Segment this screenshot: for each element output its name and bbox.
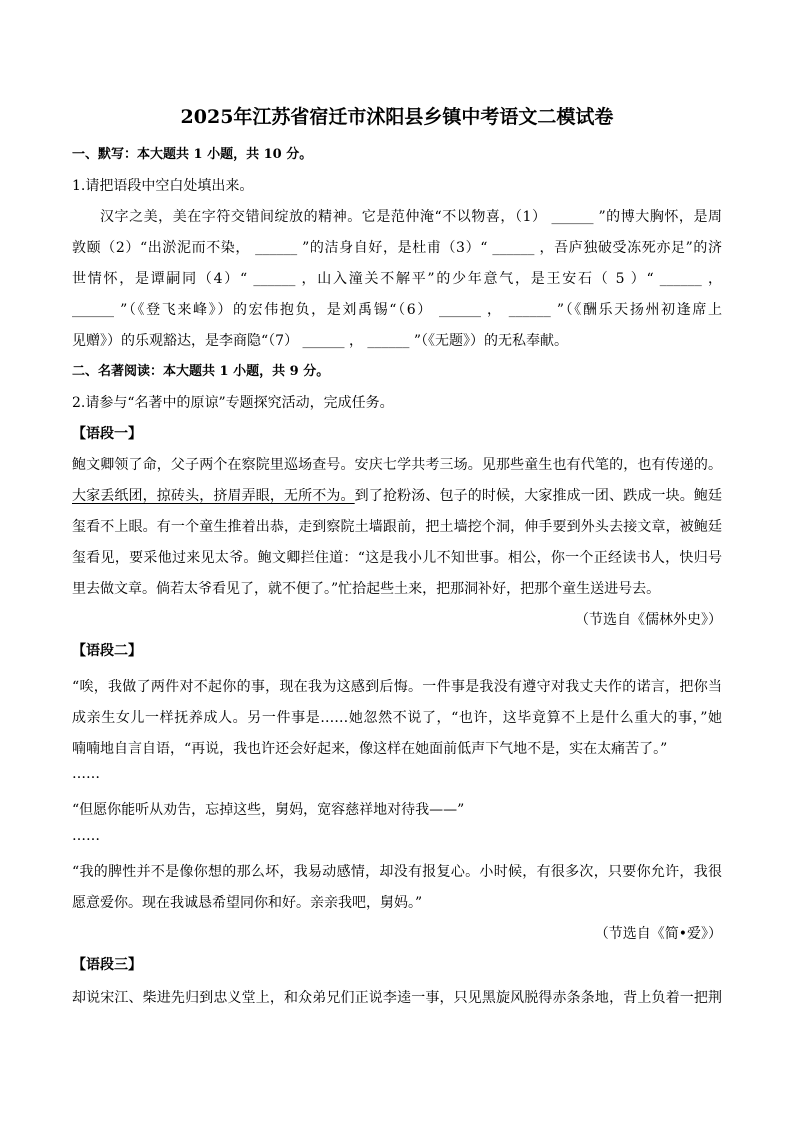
- underlined-sentence: 大家丢纸团，掠砖头，挤眉弄眼，无所不为。: [72, 488, 355, 504]
- passage-1-line-5: 里去做文章。倘若太爷看见了，就不便了。”忙拾起些土来，把那洞补好，把那个童生送进号去。: [72, 581, 661, 597]
- fill-blank-line-2: 敦颐（2）“出淤泥而不染， ______ ”的洁身自好，是杜甫（3）“ ______ ，吾庐独破受冻死亦足”的济: [72, 240, 722, 256]
- section2-header: 二、名著阅读：本大题共 1 小题，共 9 分。: [72, 364, 330, 379]
- passage-2-ellipsis-1: ……: [72, 766, 100, 782]
- passage-3-label: 【语段三】: [72, 957, 142, 973]
- passage-2-line-3: 喃喃地自言自语，“再说，我也许还会好起来，像这样在她面前低声下气地不是，实在太痛苦了。”: [72, 741, 668, 757]
- passage-2-source: （节选自《简•爱》）: [594, 926, 722, 942]
- passage-2-label: 【语段二】: [72, 643, 142, 659]
- question-2-prompt: 2.请参与“名著中的原谅”专题探究活动，完成任务。: [72, 395, 394, 411]
- fill-blank-line-3: 世情怀，是谭嗣同（4）“ ______ ，山入潼关不解平”的少年意气，是王安石（ 5 ）“ ______ ，: [72, 271, 722, 287]
- passage-2-line-2: 成亲生女儿一样抚养成人。另一件事是……她忽然不说了，“也许，这毕竟算不上是什么重大的事，”她: [72, 710, 722, 726]
- passage-2-line-1: “唉，我做了两件对不起你的事，现在我为这感到后悔。一件事是我没有遵守对我丈夫作的诺言，把你当: [72, 679, 722, 695]
- fill-blank-line-4: ______ ”（《登飞来峰》）的宏伟抱负，是刘禹锡“（6） ______ ， ______ ”（《酬乐天扬州初逢席上: [72, 302, 722, 318]
- passage-2-line-6: 愿意爱你。现在我诚恳希望同你和好。亲亲我吧，舅妈。”: [72, 895, 423, 911]
- fill-blank-line-5: 见赠》）的乐观豁达，是李商隐“（7） ______ ， ______ ”（《无题》）的无私奉献。: [72, 333, 569, 349]
- passage-1-line-2: [72, 486, 722, 506]
- passage-1-source: （节选自《儒林外史》）: [575, 612, 722, 628]
- section1-header: 一、默写：本大题共 1 小题，共 10 分。: [72, 147, 313, 162]
- passage-1-line-4: 玺看见，要采他过来见太爷。鲍文卿拦住道：“这是我小儿不知世事。相公，你一个正经读书人，快归号: [72, 550, 722, 566]
- passage-1-label: 【语段一】: [72, 426, 142, 442]
- passage-1-line-2-rest: 到了抢粉汤、包子的时候，大家推成一团、跌成一块。鲍廷: [354, 488, 722, 504]
- page-title: 2025年江苏省宿迁市沭阳县乡镇中考语文二模试卷: [180, 106, 614, 128]
- question-1-prompt: 1.请把语段中空白处填出来。: [72, 178, 254, 194]
- passage-2-ellipsis-2: ……: [72, 828, 100, 844]
- passage-2-line-5: “我的脾性并不是像你想的那么坏，我易动感情，却没有报复心。小时候，有很多次，只要你允许，我很: [72, 864, 722, 880]
- passage-1-line-3: 玺看不上眼。有一个童生推着出恭，走到察院土墙跟前，把土墙挖个洞，伸手要到外头去接文章，被鲍廷: [72, 519, 722, 535]
- passage-3-line-1: 却说宋江、柴进先归到忠义堂上，和众弟兄们正说李逵一事，只见黑旋风脱得赤条条地，背上负着一把荆: [72, 990, 722, 1006]
- passage-2-line-4: “但愿你能听从劝告，忘掉这些，舅妈，宽容慈祥地对待我——”: [72, 802, 465, 818]
- fill-blank-line-1: 汉字之美，美在字符交错间绽放的精神。它是范仲淹“不以物喜，（1） ______ ”的博大胸怀，是周: [100, 209, 722, 225]
- passage-1-line-1: 鲍文卿领了命，父子两个在察院里巡场查号。安庆七学共考三场。见那些童生也有代笔的，也有传递的。: [72, 457, 722, 473]
